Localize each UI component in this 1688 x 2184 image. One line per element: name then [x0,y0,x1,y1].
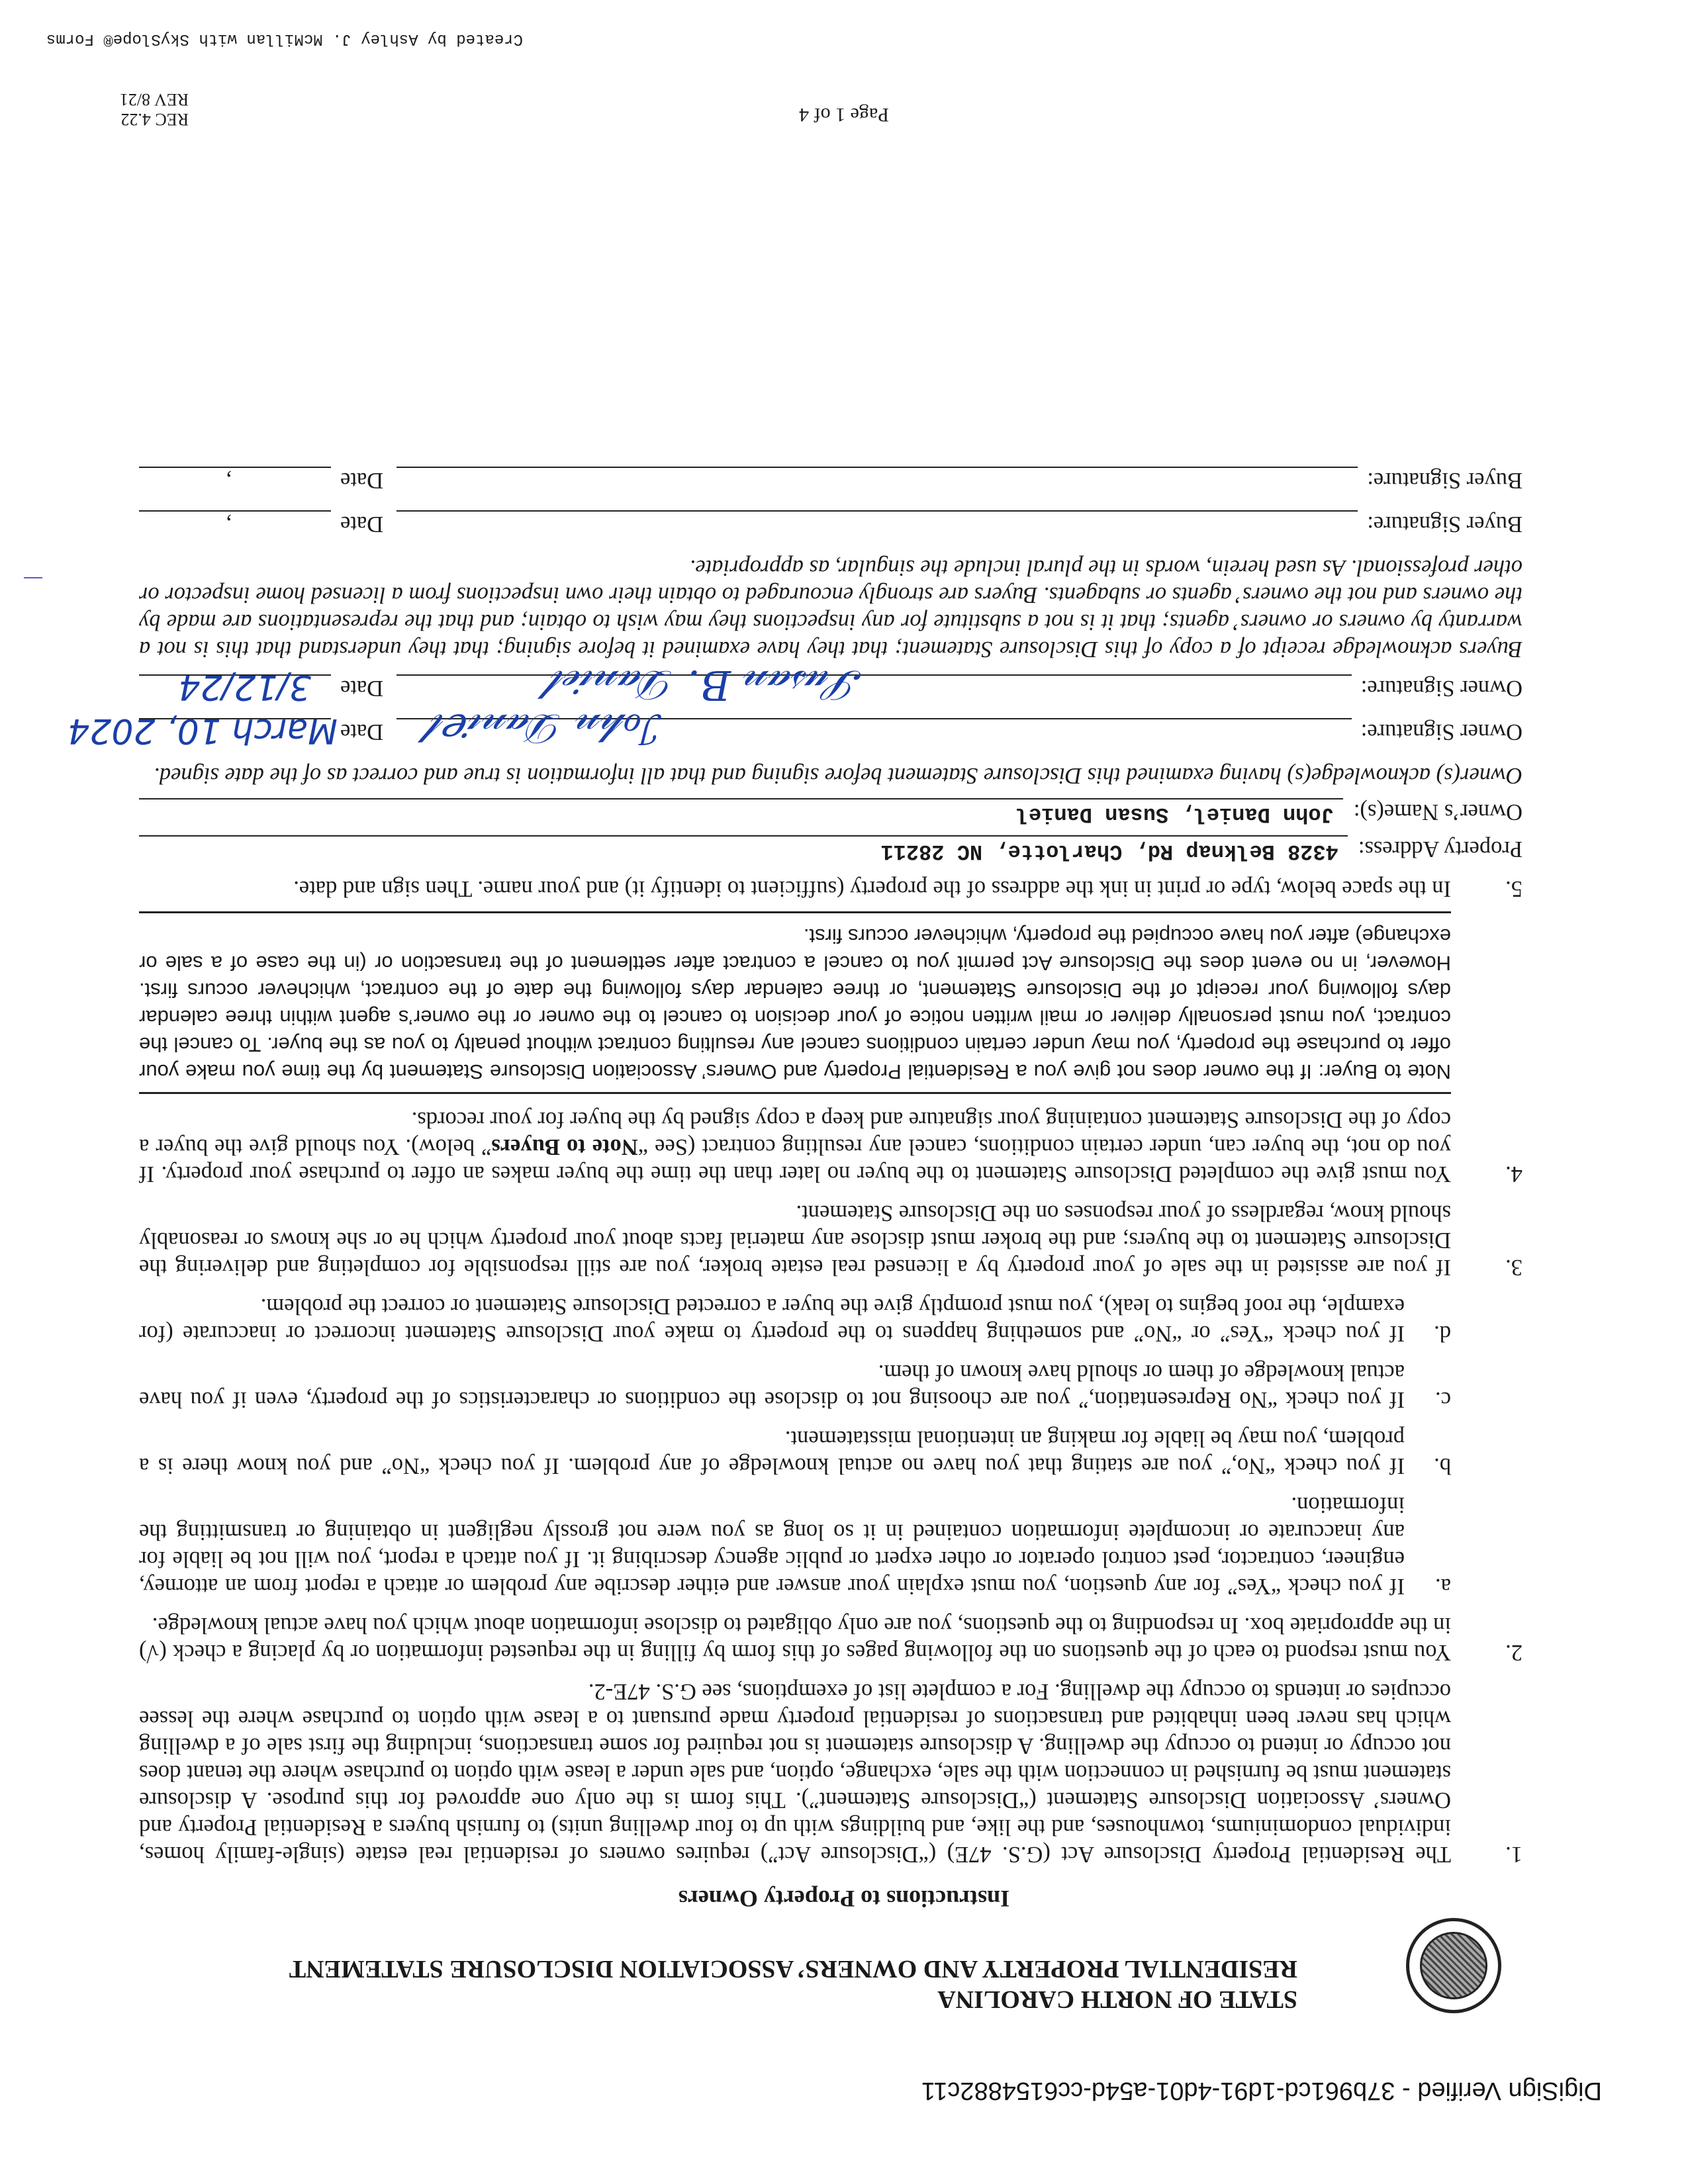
date-comma: , [226,469,232,494]
item-text-before: You must give the completed Disclosure Statement to the buyer no later than the time the buyer makes an offer to purchase your property. If you do not, the buyer can, under certain conditions, cancel any resulting contract (See “ [139,1134,1451,1187]
property-address-field [139,835,1523,863]
item-text: If you are assisted in the sale of your property by a licensed real estate broker, you are still responsible for completing and delivering the Disclosure Statement to the buyers; and the broker must disclose any material facts about your property which he or she knows or reasonably should know, regardless of your responses on the Disclosure Statement. [139,1201,1451,1280]
instruction-subitem-d [139,1293,1523,1347]
owner-signature-line[interactable] [397,705,1352,753]
note-to-buyers-ref: Note to Buyers [491,1134,638,1160]
buyer2-date-line[interactable] [139,467,331,498]
seal-emblem-icon [1420,1932,1487,1999]
owner2-handwritten-date: 3/12/24 [178,667,311,707]
date-label: Date [340,676,384,701]
subitem-text: If you check “Yes” for any question, you must explain your answer and either describe any problem or attach a report from an attorney, engineer, contractor, pest control operator or other expert or public agency describing it. If you attach a report, you will not be liable for any inaccurate or incomplete information contained in it so long as you were not grossly negligent in obtaining or transmitting the information. [139,1492,1405,1599]
item-number: 1. [1505,1842,1523,1867]
instructions-heading: Instructions to Property Owners [678,1886,1010,1912]
property-address-value: 4328 Belknap Rd, Charlotte, NC 28211 [880,839,1338,864]
owner-signature-label: Owner Signature: [1360,676,1523,701]
instruction-item-1 [139,1678,1523,1868]
form-title [172,1954,1297,2015]
owner-signature-label: Owner Signature: [1360,719,1523,745]
owners-name-line[interactable] [139,798,1343,826]
owner-acknowledgment: Owner(s) acknowledge(s) having examined this Disclosure Statement before signing and that all information is true and correct as of the date signed. [154,763,1523,788]
owner2-signature-image: 𝒮𝓊𝓈𝒶𝓃 𝐵. 𝒟𝒶𝓃𝒾ℯ𝓁 [551,661,862,709]
instruction-item-5 [139,875,1523,902]
subitem-letter: d. [1434,1321,1451,1346]
item-number: 3. [1505,1255,1523,1280]
buyer-signature-line[interactable] [397,510,1358,542]
subitem-text: If you check “No Representation,” you are choosing not to disclose the conditions or characteristics of the property, even if you have actual knowledge of them or should have known of them. [139,1360,1405,1412]
owner-signature-row-1 [68,705,1523,753]
buyer1-date-line[interactable] [139,510,331,542]
page-number: Page 1 of 4 [799,104,889,126]
buyer-signature-row-2 [139,467,1523,498]
margin-tick-mark [24,577,42,578]
form-title-line1: STATE OF NORTH CAROLINA [937,1985,1297,2013]
date-label: Date [340,468,384,493]
item-text-after: ” below). You should give the buyer a copy of the Disclosure Statement containing your signature and keep a copy signed by the buyer for your records. [139,1107,1451,1160]
nc-real-estate-commission-seal [1406,1918,1501,2013]
date-comma: , [226,513,232,538]
form-title-line2: RESIDENTIAL PROPERTY AND OWNERS’ ASSOCIATION DISCLOSURE STATEMENT [289,1955,1297,1983]
owner1-date-line[interactable] [68,711,338,751]
owner-signature-row-2 [139,661,1523,709]
instruction-subitem-b [139,1425,1523,1479]
property-address-label: Property Address: [1358,837,1523,862]
item-number: 4. [1505,1161,1523,1187]
item-text: In the space below, type or print in ink the address of the property (sufficient to identify it) and your name. Then sign and date. [293,876,1451,901]
docusign-envelope-id: DigiSign Verified - 37b961cd-1d91-4d01-a54d-cc6154882c11 [921,2077,1602,2105]
owner1-handwritten-date: March 10, 2024 [68,711,338,751]
form-revision [120,89,189,129]
item-text: The Residential Property Disclosure Act (G.S. 47E) (“Disclosure Act”) requires owners of residential real estate (single-family homes, individual condominiums, townhouses, and the like, and buildings with up to four dwelling units) to furnish buyers a Residential Property and Owners’ Association Disclosure Statement (“Disclosure Statement”). This form is the only one approved for this purpose. A disclosure statement must be furnished in connection with the sale, exchange, option, and sale under a lease with option to purchase where the tenant does not occupy or intend to occupy the dwelling. A disclosure statement is not required for some transactions, including the first sale of a dwelling which has never been inhabited and transactions of residential property made pursuant to a lease with option to purchase where the lessee occupies or intends to occupy the dwelling. For a complete list of exemptions, see G.S. 47E-2. [139,1679,1451,1867]
instructions-body [68,455,1523,1868]
revision-date: REV 8/21 [119,90,189,109]
instruction-item-2 [139,1612,1523,1666]
owners-name-value: John Daniel, Susan Daniel [1015,802,1334,827]
subitem-letter: a. [1435,1574,1451,1599]
instruction-item-3 [139,1199,1523,1281]
instruction-subitem-a [139,1491,1523,1600]
buyer-acknowledgment: Buyers acknowledge receipt of a copy of this Disclosure Statement; that they have examined it before signing; that they understand that this is not a warranty by owners or owners’ agents; that it is not a substitute for any inspections they may wish to obtain; and that the representations are made by the owners and not the owners’ agents or subagents. Buyers are strongly encouraged to obtain their own inspections from a licensed home inspector or other professional. As used herein, words in the plural include the singular, as appropriate. [139,555,1523,662]
item-text: You must respond to each of the questions on the following pages of this form by filling in the requested information or by placing a check (√) in the appropriate box. In responding to the questions, you are only obligated to disclose information about which you have actual knowledge. [139,1613,1451,1665]
created-by-credit: Created by Ashley J. McMillan with SkySlope® Forms [46,30,523,48]
buyer-signature-label: Buyer Signature: [1367,468,1523,493]
subitem-letter: b. [1434,1453,1451,1479]
instruction-item-4 [139,1106,1523,1187]
instruction-subitem-c [139,1359,1523,1413]
owners-name-label: Owner’s Name(s): [1353,799,1523,825]
form-code: REC 4.22 [120,110,189,129]
owners-name-field [139,798,1523,826]
buyer-signature-row-1 [139,510,1523,542]
item-number: 5. [1505,876,1523,901]
date-label: Date [340,719,384,745]
buyer-signature-label: Buyer Signature: [1367,512,1523,537]
property-address-line[interactable] [139,835,1348,863]
owner-signature-line[interactable] [397,661,1352,709]
subitem-text: If you check “No,” you are stating that you have no actual knowledge of any problem. If you check “No” and you know there is a problem, you may be liable for making an intentional misstatement. [139,1426,1405,1479]
owner1-signature-image: ℐℴ𝒽𝓃 𝒟𝒶𝓃𝒾ℯ𝓁 [431,705,663,753]
owner2-date-line[interactable] [139,667,331,707]
subitem-letter: c. [1435,1387,1451,1412]
date-label: Date [340,512,384,537]
item-number: 2. [1505,1640,1523,1665]
note-to-buyer-box: Note to Buyer: If the owner does not give you a Residential Property and Owners’ Association Disclosure Statement by the time you make your offer to purchase the property, you may under certain conditions cancel any resulting contract without penalty to you as the buyer. To cancel the contract, you must personally deliver or mail written notice of your decision to cancel to the owner or the owner’s agent within three calendar days following your receipt of the Disclosure Statement, or three calendar days following the date of the contract, whichever occurs first. However, in no event does the Disclosure Act permit you to cancel a contract after settlement of the transaction or (in the case of a sale or exchange) after you have occupied the property, whichever occurs first. [139,911,1451,1094]
subitem-text: If you check “Yes” or “No” and something happens to the property to make your Disclosure Statement incorrect or inaccurate (for example, the roof begins to leak), you must promptly give the buyer a corrected Disclosure Statement or correct the problem. [139,1294,1405,1346]
buyer-signature-line[interactable] [397,467,1358,498]
